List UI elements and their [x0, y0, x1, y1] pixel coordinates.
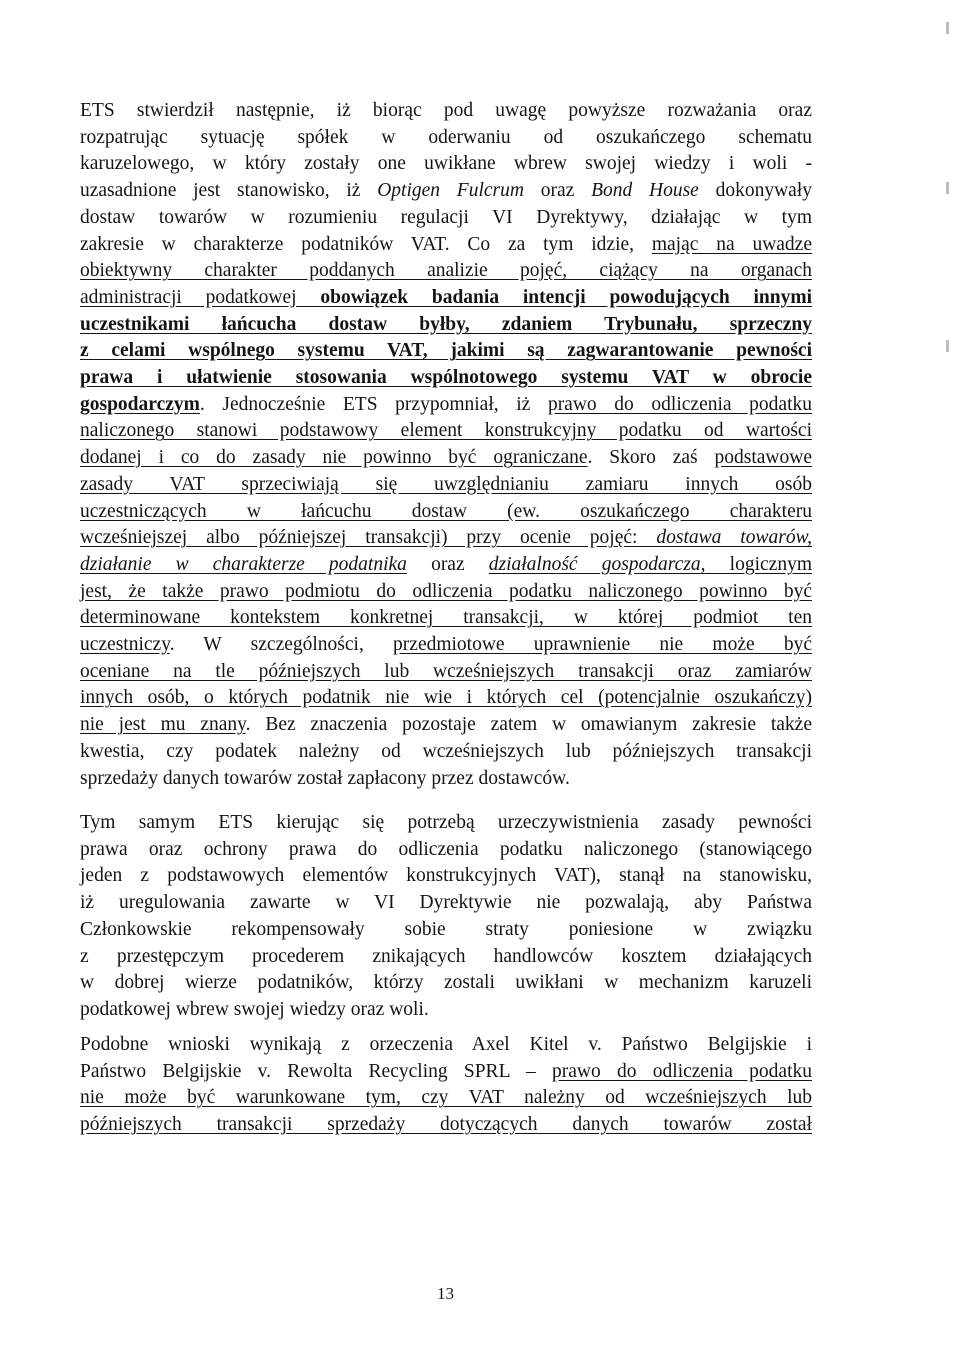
text-run: Podobne wnioski wynikają z orzeczenia Axel Kitel v. Państwo Belgijskie i: [80, 1034, 812, 1055]
scan-edge-mark: [946, 182, 949, 194]
text-line: [80, 605, 812, 631]
text-run: . Jednocześnie ETS przypomniał, iż: [199, 393, 548, 415]
text-line: [80, 1059, 812, 1085]
scan-edge-mark: [946, 22, 949, 34]
text-run: obowiązek badania intencji powodujących innymi: [320, 286, 812, 308]
scan-edge-mark: [946, 340, 949, 352]
text-run: przedmiotowe uprawnienie nie może być: [393, 634, 812, 655]
text-run: Członkowskie rekompensowały sobie straty poniesione w związku: [80, 918, 812, 940]
text-line: [80, 970, 812, 996]
text-run: działalność gospodarcza,: [488, 553, 706, 575]
text-run: prawa oraz ochrony prawa do odliczenia podatku naliczonego (stanowiącego: [80, 838, 812, 860]
text-run: rozpatrując sytuację spółek w oderwaniu od oszukańczego schematu: [80, 126, 812, 148]
text-run: gospodarczym: [80, 393, 200, 415]
text-run: logicznym: [705, 553, 812, 575]
text-run: mając na uwadze: [651, 233, 812, 255]
text-run: Tym samym ETS kierując się potrzebą urzeczywistnienia zasady pewności: [80, 812, 812, 833]
text-run: Bond House: [591, 180, 699, 202]
text-line: [80, 685, 812, 711]
text-line: [80, 178, 812, 204]
text-run: administracji podatkowej: [80, 286, 321, 308]
text-run: w dobrej wierze podatników, którzy zostali uwikłani w mechanizm karuzeli: [80, 972, 812, 994]
text-line: [80, 837, 812, 863]
text-line: [80, 151, 812, 177]
text-run: oceniane na tle późniejszych lub wcześniejszych transakcji oraz zamiarów: [80, 660, 812, 682]
text-line: [80, 365, 812, 391]
text-run: kwestia, czy podatek należny od wcześniejszych lub późniejszych transakcji: [80, 740, 812, 762]
text-run: ETS stwierdził następnie, iż biorąc pod uwagę powyższe rozważania oraz: [80, 100, 812, 121]
text-run: późniejszych transakcji sprzedaży dotyczących danych towarów został: [80, 1114, 812, 1136]
text-run: dostaw towarów w rozumieniu regulacji VI Dyrektywy, działając w tym: [80, 206, 812, 228]
text-line: [80, 739, 812, 765]
text-run: zakresie w charakterze podatników VAT. Co za tym idzie,: [80, 233, 652, 255]
text-line: [80, 98, 812, 124]
text-line: [80, 890, 812, 916]
text-run: sprzedaży danych towarów został zapłacony przez dostawców.: [80, 767, 570, 789]
text-run: . W szczególności,: [169, 634, 394, 655]
text-line: [80, 552, 812, 578]
text-run: oraz: [406, 553, 489, 575]
text-line: [80, 944, 812, 970]
text-line: [80, 917, 812, 943]
text-line: [80, 312, 812, 338]
text-run: nie jest mu znany: [80, 714, 246, 736]
text-line: [80, 445, 812, 471]
text-run: jest, że także prawo podmiotu do odliczenia podatku naliczonego powinno być: [80, 580, 812, 602]
text-line: [80, 766, 812, 792]
text-run: naliczonego stanowi podstawowy element konstrukcyjny podatku od wartości: [80, 420, 812, 442]
text-line: [80, 499, 812, 525]
text-run: uczestniczących w łańcuchu dostaw (ew. oszukańczego charakteru: [80, 500, 812, 522]
text-run: zasady VAT sprzeciwiają się uwzględnianiu zamiaru innych osób: [80, 473, 812, 495]
text-line: [80, 205, 812, 231]
text-run: determinowane kontekstem konkretnej transakcji, w której podmiot ten: [80, 607, 812, 629]
text-run: dostawa towarów,: [656, 527, 813, 549]
text-line: [80, 863, 812, 889]
text-line: [80, 338, 812, 364]
text-line: [80, 258, 812, 284]
text-line: [80, 712, 812, 738]
text-run: prawo do odliczenia podatku: [552, 1060, 812, 1082]
text-run: . Skoro zaś: [587, 447, 715, 469]
text-run: nie może być warunkowane tym, czy VAT należny od wcześniejszych lub: [80, 1087, 812, 1109]
text-line: [80, 232, 812, 258]
text-run: oraz: [523, 180, 592, 202]
text-line: [80, 472, 812, 498]
text-run: Państwo Belgijskie v. Rewolta Recycling SPRL –: [80, 1060, 553, 1082]
text-line: [80, 810, 812, 836]
text-run: wcześniejszej albo późniejszej transakcji) przy ocenie pojęć:: [80, 527, 657, 549]
text-run: obiektywny charakter poddanych analizie pojęć, ciążący na organach: [80, 260, 812, 282]
text-line: [80, 125, 812, 151]
text-run: podstawowe: [714, 447, 812, 469]
text-run: uczestnikami łańcucha dostaw byłby, zdaniem Trybunału, sprzeczny: [80, 313, 812, 335]
text-run: z celami wspólnego systemu VAT, jakimi są zagwarantowanie pewności: [80, 340, 812, 362]
text-run: . Bez znaczenia pozostaje zatem w omawianym zakresie także: [245, 714, 812, 736]
text-line: [80, 1085, 812, 1111]
text-line: [80, 392, 812, 418]
text-run: Optigen Fulcrum: [377, 180, 524, 202]
text-line: [80, 285, 812, 311]
text-run: dodanej i co do zasady nie powinno być ograniczane: [80, 447, 588, 469]
text-line: [80, 579, 812, 605]
text-line: [80, 632, 812, 658]
text-line: [80, 997, 812, 1023]
text-line: [80, 1032, 812, 1058]
text-run: uczestniczy: [80, 634, 170, 655]
text-run: prawo do odliczenia podatku: [547, 393, 812, 415]
text-run: działanie w charakterze podatnika: [80, 553, 407, 575]
text-run: uzasadnione jest stanowisko, iż: [80, 180, 378, 202]
text-run: prawa i ułatwienie stosowania wspólnotowego systemu VAT w obrocie: [80, 367, 812, 388]
text-line: [80, 659, 812, 685]
text-run: innych osób, o których podatnik nie wie i których cel (potencjalnie oszukańczy): [80, 687, 812, 709]
text-run: jeden z podstawowych elementów konstrukcyjnych VAT), stanął na stanowisku,: [80, 865, 812, 887]
text-run: dokonywały: [698, 180, 812, 202]
text-line: [80, 525, 812, 551]
text-line: [80, 1112, 812, 1138]
text-run: karuzelowego, w który zostały one uwikłane wbrew swojej wiedzy i woli -: [80, 153, 812, 175]
page-number: 13: [437, 1284, 454, 1303]
text-run: z przestępczym procederem znikających handlowców kosztem działających: [80, 945, 812, 967]
text-run: iż uregulowania zawarte w VI Dyrektywie nie pozwalają, aby Państwa: [80, 892, 812, 914]
text-line: [80, 418, 812, 444]
text-run: podatkowej wbrew swojej wiedzy oraz woli.: [80, 998, 429, 1020]
